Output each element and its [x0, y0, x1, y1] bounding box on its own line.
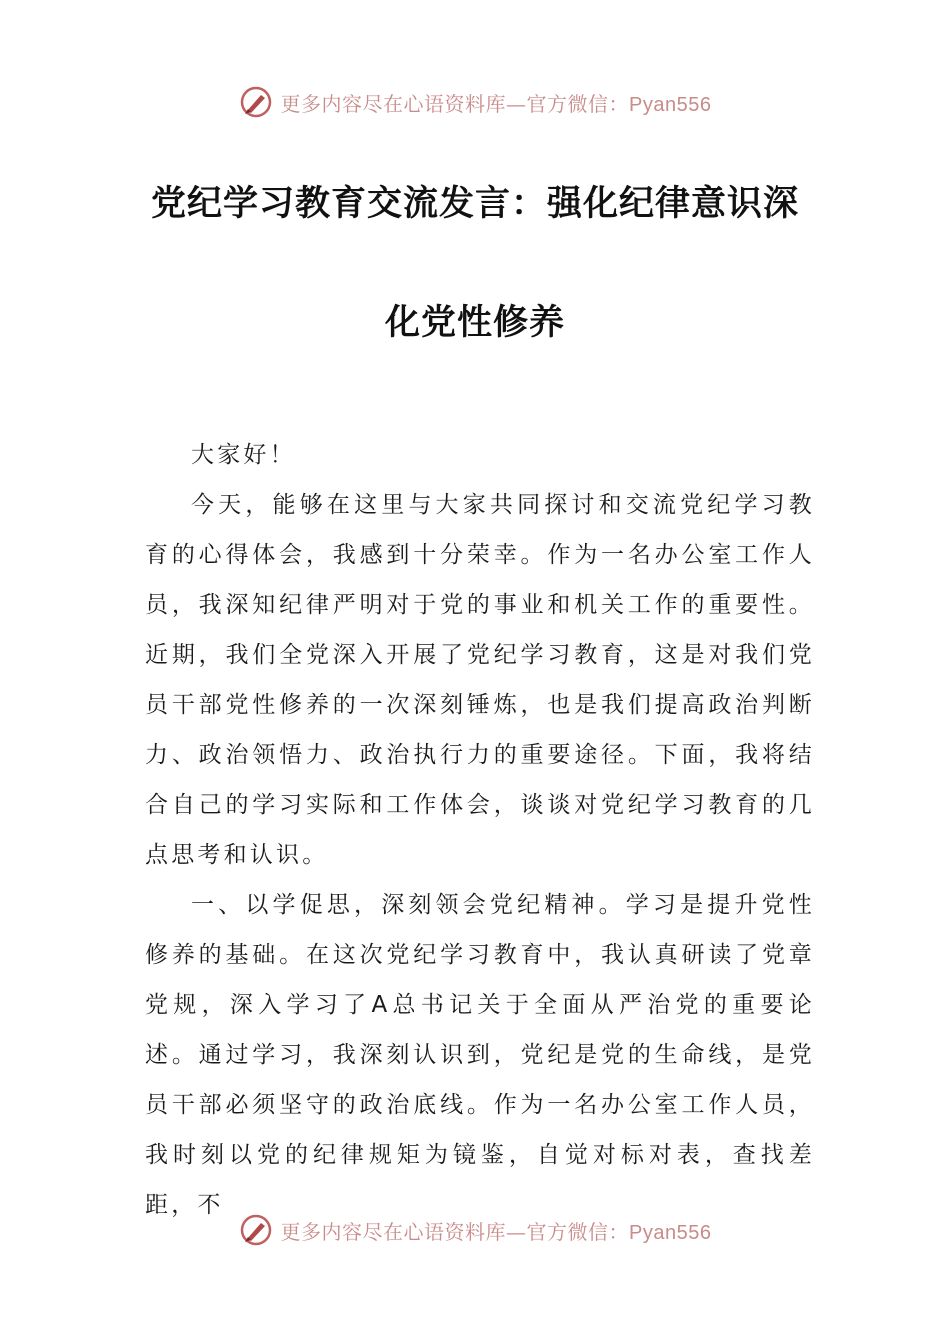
watermark-text: 更多内容尽在心语资料库—官方微信：Pyan556 [280, 91, 712, 116]
watermark-text: 更多内容尽在心语资料库—官方微信：Pyan556 [280, 1219, 712, 1244]
paragraph: 今天，能够在这里与大家共同探讨和交流党纪学习教育的心得体会，我感到十分荣幸。作为一名办公室工作人员，我深知纪律严明对于党的事业和机关工作的重要性。近期，我们全党深入开展了党纪学习教育，这是对我们党员干部党性修养的一次深刻锤炼，也是我们提高政治判断力、政治领悟力、政治执行力的重要途径。下面，我将结合自己的学习实际和工作体会，谈谈对党纪学习教育的几点思考和认识。 [145, 492, 815, 868]
greeting: 大家好！ [191, 442, 296, 468]
document-body [145, 430, 815, 1230]
document-title-line-2: 化党性修养 [384, 303, 565, 343]
pen-logo-icon [239, 85, 273, 119]
watermark-banner-bottom [0, 1210, 950, 1250]
wechat-id: Pyan556 [629, 1221, 712, 1244]
paragraph: 一、以学促思，深刻领会党纪精神。学习是提升党性修养的基础。在这次党纪学习教育中，我认真研读了党章党规，深入学习了A总书记关于全面从严治党的重要论述。通过学习，我深刻认识到，党纪是党的生命线，是党员干部必须坚守的政治底线。作为一名办公室工作人员，我时刻以党的纪律规矩为镜鉴，自觉对标对表，查找差距，不 [145, 892, 815, 1218]
wechat-id: Pyan556 [629, 93, 712, 116]
watermark-banner-top [0, 82, 950, 122]
pen-logo-icon [239, 1213, 273, 1247]
document-title-line-1: 党纪学习教育交流发言：强化纪律意识深 [150, 184, 799, 224]
